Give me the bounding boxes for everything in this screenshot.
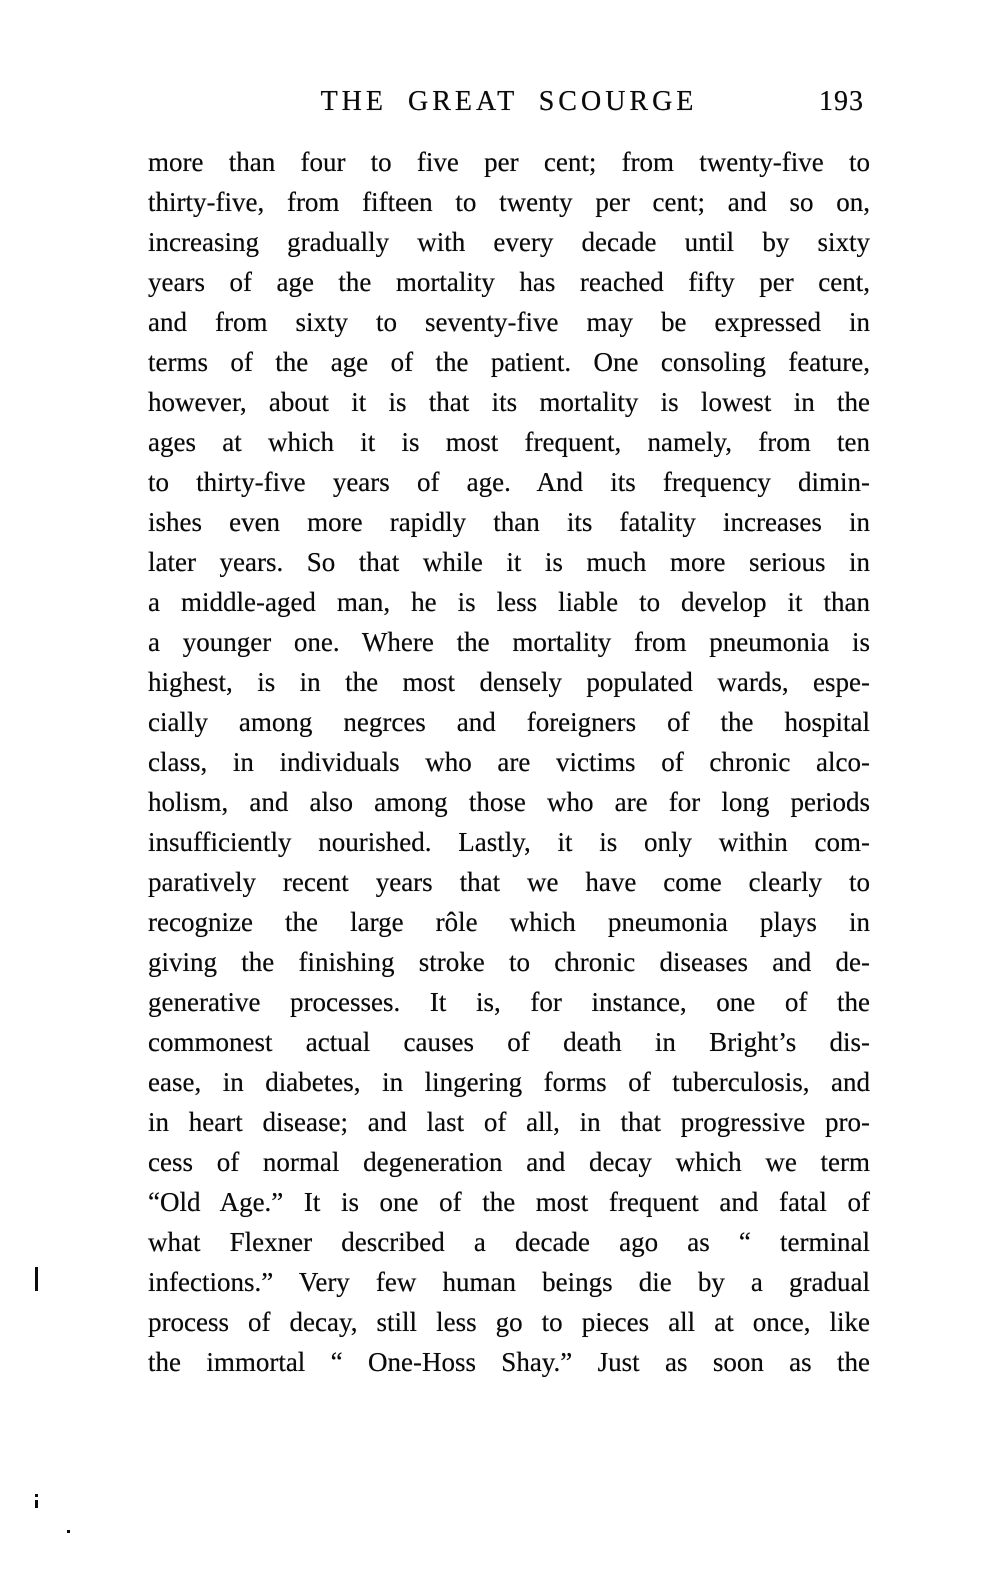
text-line: highest, is in the most densely populated wards, espe- xyxy=(148,667,870,697)
text-line: ishes even more rapidly than its fatality increases in xyxy=(148,507,870,537)
text-line: paratively recent years that we have come clearly to xyxy=(148,867,870,897)
text-line: ease, in diabetes, in lingering forms of tuberculosis, and xyxy=(148,1067,870,1097)
text-line: a middle-aged man, he is less liable to develop it than xyxy=(148,587,870,617)
text-line: cess of normal degeneration and decay which we term xyxy=(148,1147,870,1177)
scan-mark-speck xyxy=(35,1494,38,1508)
text-line: process of decay, still less go to pieces all at once, like xyxy=(148,1307,870,1337)
text-line: and from sixty to seventy-five may be expressed in xyxy=(148,307,870,337)
text-line: what Flexner described a decade ago as “ terminal xyxy=(148,1227,870,1257)
text-line: commonest actual causes of death in Bright’s dis- xyxy=(148,1027,870,1057)
text-line: insufficiently nourished. Lastly, it is only within com- xyxy=(148,827,870,857)
text-line: “Old Age.” It is one of the most frequent and fatal of xyxy=(148,1187,870,1217)
text-line: holism, and also among those who are for long periods xyxy=(148,787,870,817)
text-line: giving the finishing stroke to chronic diseases and de- xyxy=(148,947,870,977)
text-line: the immortal “ One-Hoss Shay.” Just as soon as the xyxy=(148,1347,870,1377)
body-text xyxy=(148,142,870,1382)
text-line: a younger one. Where the mortality from pneumonia is xyxy=(148,627,870,657)
text-line: more than four to five per cent; from twenty-five to xyxy=(148,147,870,177)
text-line: later years. So that while it is much more serious in xyxy=(148,547,870,577)
text-line: class, in individuals who are victims of chronic alco- xyxy=(148,747,870,777)
text-line: terms of the age of the patient. One consoling feature, xyxy=(148,347,870,377)
text-line: years of age the mortality has reached fifty per cent, xyxy=(148,267,870,297)
page-number: 193 xyxy=(819,86,864,117)
text-line: recognize the large rôle which pneumonia plays in xyxy=(148,907,870,937)
text-line: cially among negrces and foreigners of the hospital xyxy=(148,707,870,737)
scan-mark-vertical-bar xyxy=(35,1267,38,1291)
text-line: infections.” Very few human beings die by a gradual xyxy=(148,1267,870,1297)
text-line: however, about it is that its mortality is lowest in the xyxy=(148,387,870,417)
text-line: in heart disease; and last of all, in that progressive pro- xyxy=(148,1107,870,1137)
text-line: ages at which it is most frequent, namely, from ten xyxy=(148,427,870,457)
text-line: thirty-five, from fifteen to twenty per cent; and so on, xyxy=(148,187,870,217)
scan-mark-dot xyxy=(67,1530,70,1533)
text-line: increasing gradually with every decade until by sixty xyxy=(148,227,870,257)
running-title: THE GREAT SCOURGE xyxy=(320,86,698,117)
page-header xyxy=(148,86,870,118)
text-line: generative processes. It is, for instance, one of the xyxy=(148,987,870,1017)
text-line: to thirty-five years of age. And its frequency dimin- xyxy=(148,467,870,497)
